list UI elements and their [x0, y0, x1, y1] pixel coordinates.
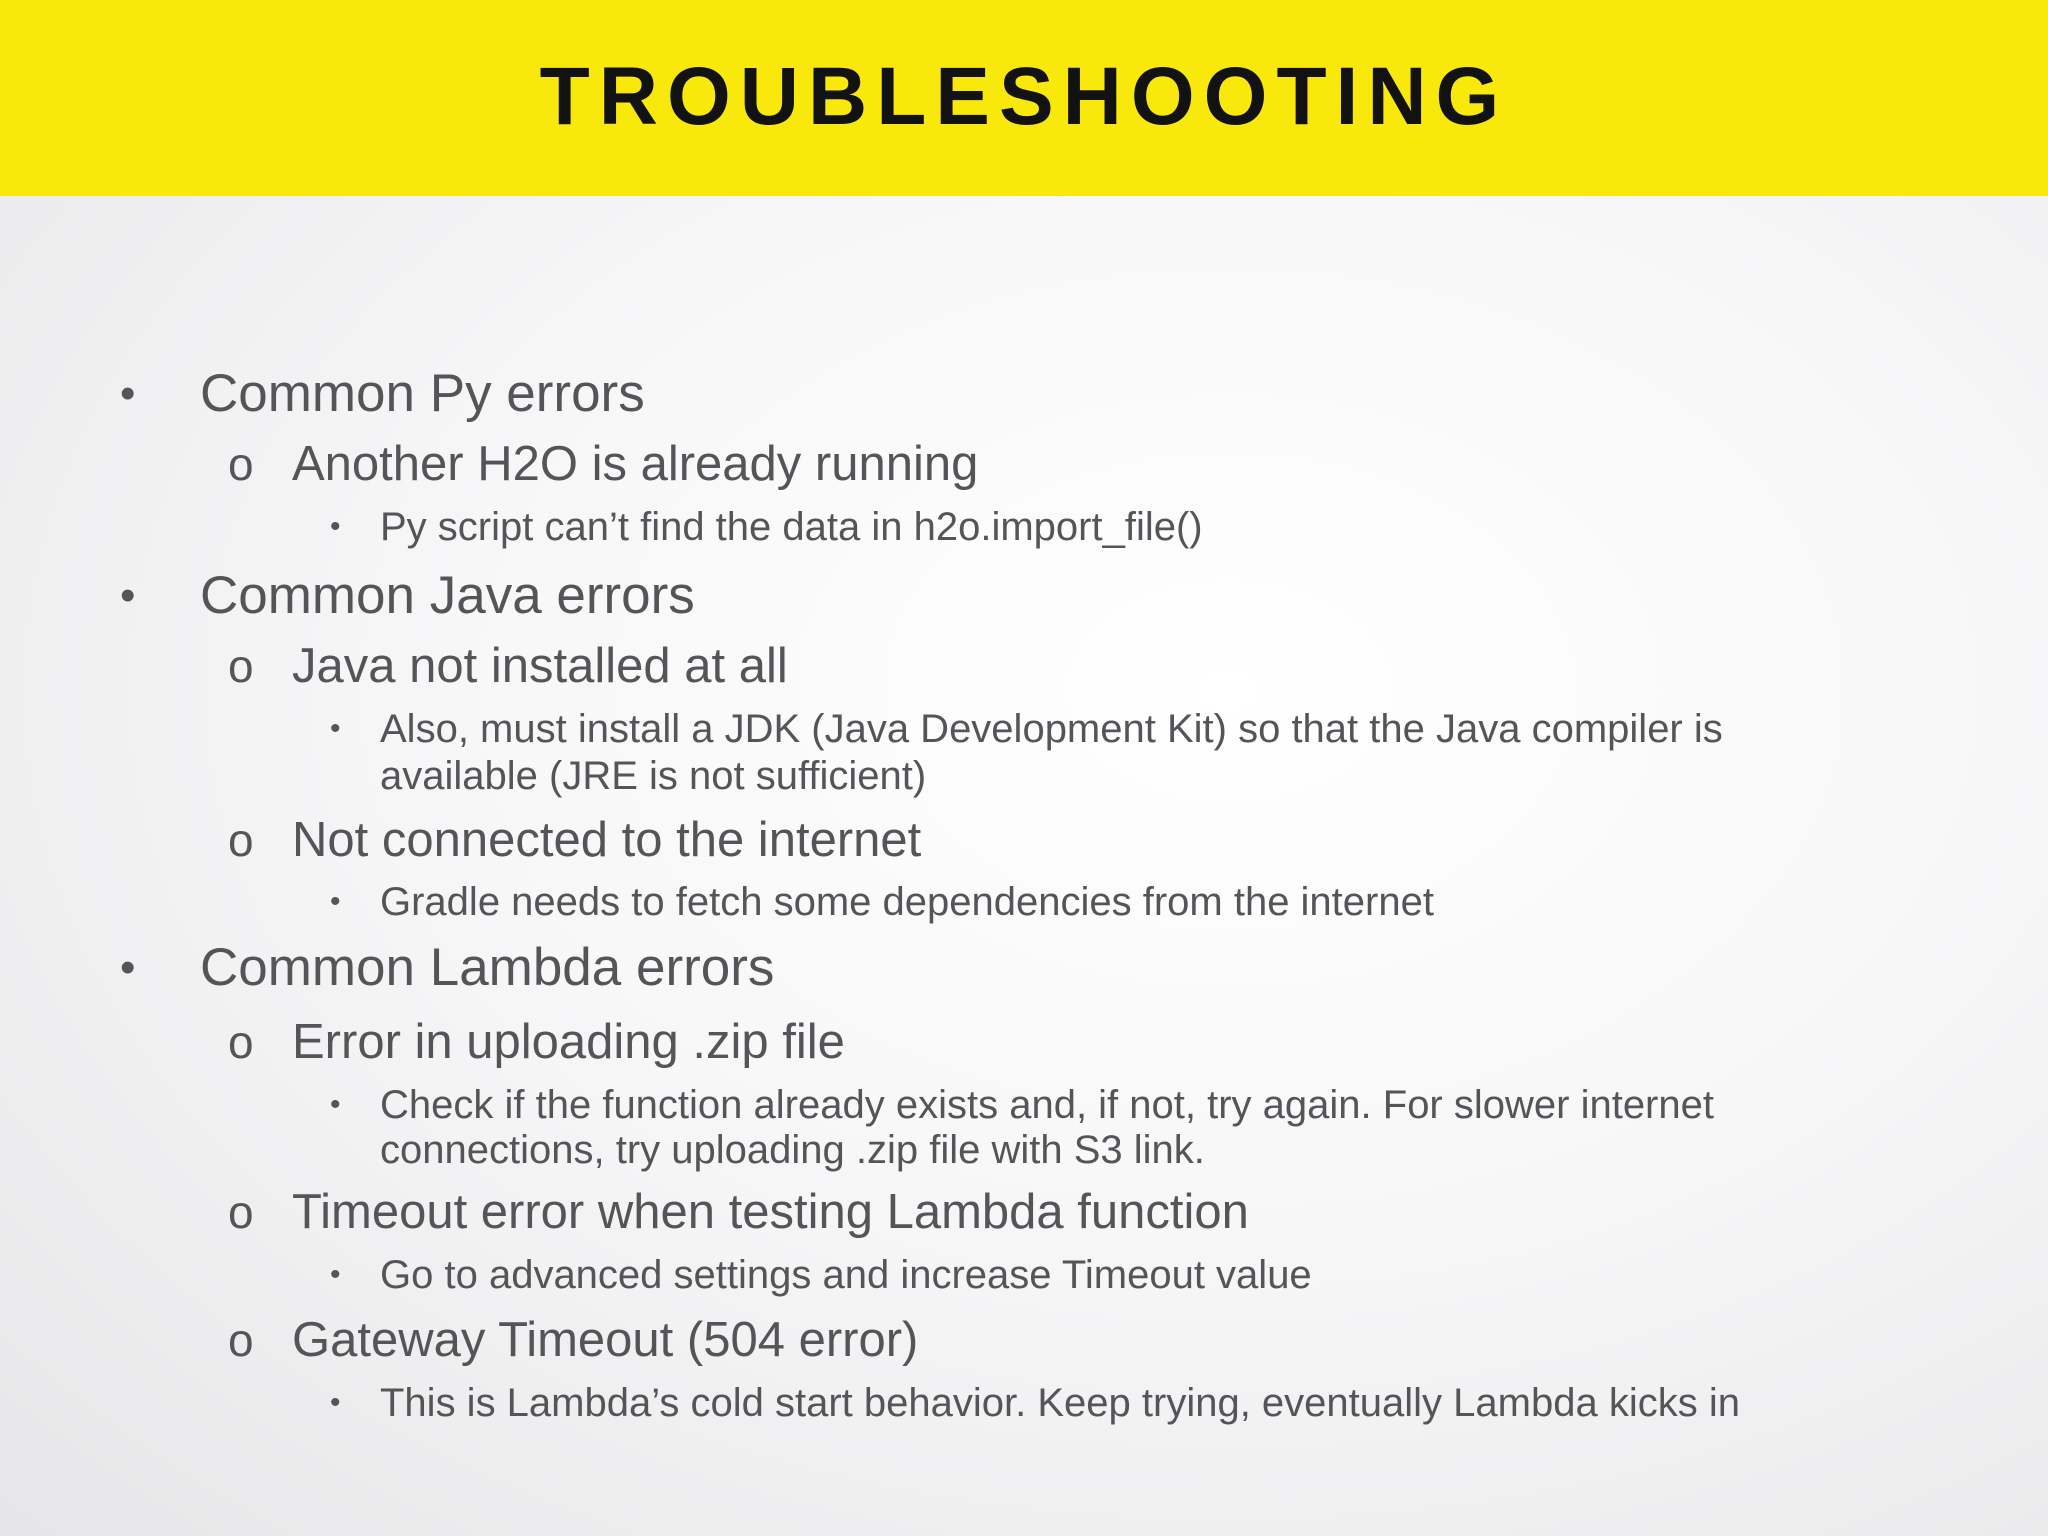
note-check-function: Check if the function already exists and, if not, try again. For slower internet: [380, 1083, 1714, 1127]
note-gradle: Gradle needs to fetch some dependencies from the internet: [380, 880, 1434, 924]
section-heading-py: Common Py errors: [200, 364, 645, 423]
note-py-script: Py script can’t find the data in h2o.import_file(): [380, 505, 1203, 549]
bullet-dot-icon: •: [120, 369, 136, 418]
bullet-small-dot-icon: •: [330, 1088, 341, 1121]
item-gateway-timeout: Gateway Timeout (504 error): [292, 1313, 919, 1367]
bullet-small-dot-icon: •: [330, 1386, 341, 1419]
bullet-small-dot-icon: •: [330, 1258, 341, 1291]
item-not-connected: Not connected to the internet: [292, 813, 922, 867]
bullet-dot-icon: •: [120, 943, 136, 992]
bullet-circle-icon: o: [228, 438, 254, 490]
section-heading-lambda: Common Lambda errors: [200, 938, 775, 997]
note-install-jdk: Also, must install a JDK (Java Development Kit) so that the Java compiler is: [380, 707, 1723, 751]
note-advanced-settings: Go to advanced settings and increase Timeout value: [380, 1253, 1312, 1297]
bullet-circle-icon: o: [228, 1016, 254, 1068]
bullet-small-dot-icon: •: [330, 885, 341, 918]
note-check-function-cont: connections, try uploading .zip file with S3 link.: [380, 1128, 1205, 1172]
bullet-circle-icon: o: [228, 814, 254, 866]
note-cold-start: This is Lambda’s cold start behavior. Keep trying, eventually Lambda kicks in: [380, 1381, 1740, 1425]
item-error-uploading: Error in uploading .zip file: [292, 1015, 845, 1069]
bullet-circle-icon: o: [228, 1314, 254, 1366]
slide-title: TROUBLESHOOTING: [539, 51, 1509, 142]
item-another-h2o: Another H2O is already running: [292, 437, 979, 491]
bullet-dot-icon: •: [120, 571, 136, 620]
bullet-circle-icon: o: [228, 640, 254, 692]
item-timeout-testing: Timeout error when testing Lambda function: [292, 1185, 1249, 1239]
note-install-jdk-cont: available (JRE is not sufficient): [380, 754, 927, 798]
bullet-small-dot-icon: •: [330, 510, 341, 543]
bullet-small-dot-icon: •: [330, 712, 341, 745]
bullet-circle-icon: o: [228, 1186, 254, 1238]
section-heading-java: Common Java errors: [200, 566, 695, 625]
item-java-not-installed: Java not installed at all: [292, 639, 788, 693]
